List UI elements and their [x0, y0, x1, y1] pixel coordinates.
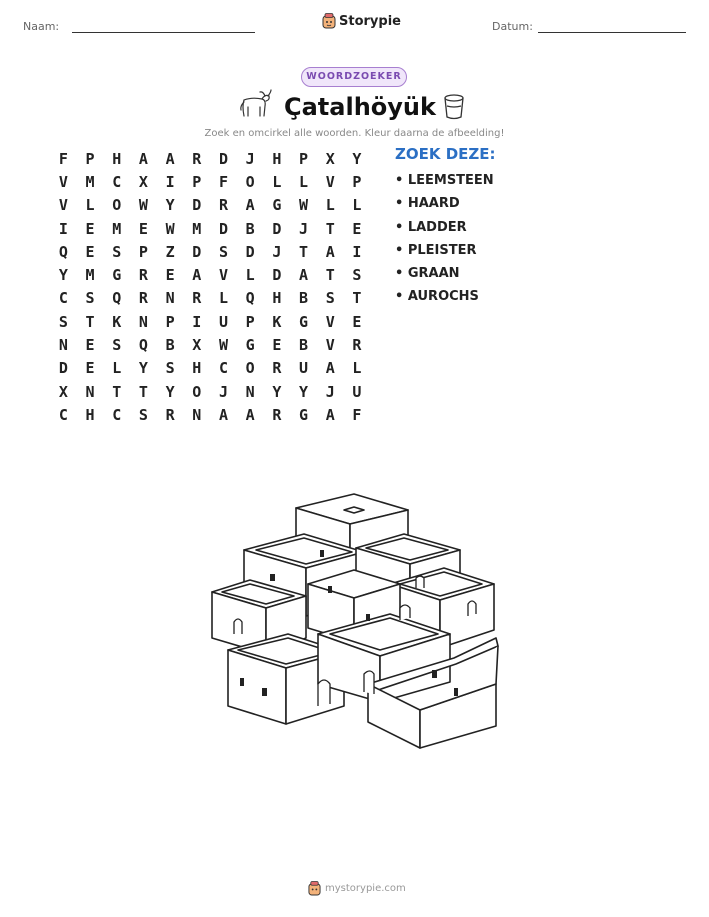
- grid-letter[interactable]: Y: [272, 382, 282, 401]
- grid-letter[interactable]: J: [299, 219, 309, 238]
- grid-row: [50, 217, 370, 240]
- grid-letter[interactable]: D: [245, 242, 255, 261]
- grid-letter[interactable]: Q: [138, 336, 148, 355]
- grid-letter[interactable]: L: [272, 172, 282, 191]
- grid-letter[interactable]: V: [325, 336, 335, 355]
- brand-name: Storypie: [339, 13, 401, 29]
- grid-letter[interactable]: L: [325, 196, 335, 215]
- word-list-item: • HAARD: [395, 196, 460, 212]
- word-search-grid: [50, 147, 370, 427]
- grid-letter[interactable]: L: [352, 196, 362, 215]
- grid-letter[interactable]: N: [58, 336, 68, 355]
- brand: [322, 13, 401, 29]
- grid-letter[interactable]: H: [85, 405, 95, 424]
- grid-letter[interactable]: I: [352, 242, 362, 261]
- grid-letter[interactable]: R: [272, 359, 282, 378]
- word-list-item: • PLEISTER: [395, 242, 477, 258]
- word-list-item: • GRAAN: [395, 266, 460, 282]
- grid-letter[interactable]: K: [112, 312, 122, 331]
- grid-letter[interactable]: O: [245, 359, 255, 378]
- grid-letter[interactable]: N: [245, 382, 255, 401]
- grid-letter[interactable]: R: [218, 196, 228, 215]
- grid-letter[interactable]: R: [165, 405, 175, 424]
- grid-letter[interactable]: L: [352, 359, 362, 378]
- grid-letter[interactable]: B: [165, 336, 175, 355]
- grid-letter[interactable]: R: [352, 336, 362, 355]
- footer-url[interactable]: mystorypie.com: [325, 883, 406, 894]
- grid-letter[interactable]: X: [138, 172, 148, 191]
- grid-letter[interactable]: L: [112, 359, 122, 378]
- grid-letter[interactable]: Y: [352, 149, 362, 168]
- grid-letter[interactable]: P: [352, 172, 362, 191]
- grid-row: [50, 333, 370, 356]
- grid-letter[interactable]: P: [165, 312, 175, 331]
- grid-letter[interactable]: M: [112, 219, 122, 238]
- grid-letter[interactable]: H: [192, 359, 202, 378]
- grid-letter[interactable]: A: [192, 266, 202, 285]
- grid-letter[interactable]: P: [192, 172, 202, 191]
- grid-letter[interactable]: X: [58, 382, 68, 401]
- grid-letter[interactable]: F: [352, 405, 362, 424]
- date-label: Datum:: [492, 20, 533, 33]
- grid-letter[interactable]: W: [218, 336, 228, 355]
- grid-letter[interactable]: P: [299, 149, 309, 168]
- grid-letter[interactable]: R: [272, 405, 282, 424]
- grid-letter[interactable]: S: [85, 289, 95, 308]
- name-line[interactable]: [72, 32, 255, 33]
- grid-letter[interactable]: V: [218, 266, 228, 285]
- grid-letter[interactable]: J: [325, 382, 335, 401]
- grid-letter[interactable]: T: [85, 312, 95, 331]
- grid-letter[interactable]: Y: [165, 196, 175, 215]
- grid-letter[interactable]: C: [218, 359, 228, 378]
- grid-letter[interactable]: G: [299, 312, 309, 331]
- clay-pot-icon: [441, 93, 467, 121]
- grid-letter[interactable]: N: [138, 312, 148, 331]
- grid-letter[interactable]: S: [58, 312, 68, 331]
- grid-letter[interactable]: G: [299, 405, 309, 424]
- aurochs-icon: [238, 88, 272, 120]
- grid-letter[interactable]: I: [165, 172, 175, 191]
- storypie-logo-icon: [322, 13, 336, 29]
- grid-letter[interactable]: A: [299, 266, 309, 285]
- grid-letter[interactable]: I: [58, 219, 68, 238]
- grid-letter[interactable]: X: [192, 336, 202, 355]
- grid-letter[interactable]: E: [85, 359, 95, 378]
- grid-letter[interactable]: R: [138, 266, 148, 285]
- grid-letter[interactable]: G: [272, 196, 282, 215]
- grid-letter[interactable]: F: [218, 172, 228, 191]
- grid-letter[interactable]: L: [245, 266, 255, 285]
- grid-letter[interactable]: E: [352, 312, 362, 331]
- grid-letter[interactable]: A: [138, 149, 148, 168]
- grid-letter[interactable]: C: [112, 172, 122, 191]
- grid-letter[interactable]: D: [272, 266, 282, 285]
- grid-letter[interactable]: U: [218, 312, 228, 331]
- instructions: Zoek en omcirkel alle woorden. Kleur daarna de afbeelding!: [204, 128, 505, 139]
- grid-letter[interactable]: P: [138, 242, 148, 261]
- grid-row: [50, 147, 370, 170]
- grid-row: [50, 357, 370, 380]
- grid-letter[interactable]: M: [192, 219, 202, 238]
- grid-letter[interactable]: A: [325, 405, 335, 424]
- grid-letter[interactable]: S: [165, 359, 175, 378]
- name-label: Naam:: [23, 20, 60, 33]
- grid-row: [50, 194, 370, 217]
- grid-letter[interactable]: S: [112, 242, 122, 261]
- grid-letter[interactable]: F: [58, 149, 68, 168]
- grid-letter[interactable]: C: [112, 405, 122, 424]
- grid-letter[interactable]: J: [272, 242, 282, 261]
- grid-letter[interactable]: S: [112, 336, 122, 355]
- grid-letter[interactable]: B: [299, 289, 309, 308]
- grid-letter[interactable]: Q: [245, 289, 255, 308]
- grid-letter[interactable]: Y: [58, 266, 68, 285]
- grid-letter[interactable]: H: [272, 149, 282, 168]
- word-list-item: • AUROCHS: [395, 289, 479, 305]
- grid-letter[interactable]: X: [325, 149, 335, 168]
- grid-letter[interactable]: T: [299, 242, 309, 261]
- grid-letter[interactable]: O: [112, 196, 122, 215]
- grid-letter[interactable]: I: [192, 312, 202, 331]
- grid-letter[interactable]: W: [165, 219, 175, 238]
- grid-letter[interactable]: T: [138, 382, 148, 401]
- grid-letter[interactable]: B: [245, 219, 255, 238]
- grid-letter[interactable]: Y: [299, 382, 309, 401]
- grid-letter[interactable]: U: [352, 382, 362, 401]
- worksheet-type-badge: WOORDZOEKER: [301, 67, 407, 87]
- grid-letter[interactable]: Q: [58, 242, 68, 261]
- grid-letter[interactable]: E: [352, 219, 362, 238]
- grid-letter[interactable]: A: [218, 405, 228, 424]
- word-list-item: • LEEMSTEEN: [395, 173, 494, 188]
- grid-letter[interactable]: M: [85, 266, 95, 285]
- grid-letter[interactable]: S: [218, 242, 228, 261]
- grid-letter[interactable]: V: [325, 172, 335, 191]
- mud-brick-houses-icon: [204, 488, 514, 752]
- grid-letter[interactable]: A: [325, 242, 335, 261]
- grid-letter[interactable]: S: [138, 405, 148, 424]
- grid-letter[interactable]: O: [192, 382, 202, 401]
- grid-letter[interactable]: E: [138, 219, 148, 238]
- word-list-item: • LADDER: [395, 219, 467, 235]
- grid-letter[interactable]: C: [58, 405, 68, 424]
- grid-letter[interactable]: L: [299, 172, 309, 191]
- word-list: [395, 171, 494, 311]
- grid-letter[interactable]: N: [85, 382, 95, 401]
- grid-letter[interactable]: V: [58, 196, 68, 215]
- grid-letter[interactable]: A: [245, 196, 255, 215]
- page-title: Çatalhöyük: [284, 93, 436, 121]
- grid-row: [50, 170, 370, 193]
- grid-letter[interactable]: Z: [165, 242, 175, 261]
- grid-letter[interactable]: P: [245, 312, 255, 331]
- grid-letter[interactable]: R: [192, 149, 202, 168]
- grid-letter[interactable]: E: [272, 336, 282, 355]
- grid-row: [50, 403, 370, 426]
- grid-letter[interactable]: H: [112, 149, 122, 168]
- grid-letter[interactable]: J: [245, 149, 255, 168]
- grid-letter[interactable]: R: [138, 289, 148, 308]
- grid-letter[interactable]: M: [85, 172, 95, 191]
- grid-letter[interactable]: H: [272, 289, 282, 308]
- grid-letter[interactable]: R: [192, 289, 202, 308]
- grid-letter[interactable]: E: [165, 266, 175, 285]
- storypie-footer-logo-icon: [308, 881, 321, 896]
- grid-letter[interactable]: Y: [138, 359, 148, 378]
- grid-row: [50, 380, 370, 403]
- grid-letter[interactable]: D: [218, 149, 228, 168]
- footer: [308, 881, 406, 896]
- grid-row: [50, 310, 370, 333]
- grid-letter[interactable]: L: [218, 289, 228, 308]
- grid-letter[interactable]: T: [325, 266, 335, 285]
- grid-letter[interactable]: V: [58, 172, 68, 191]
- grid-letter[interactable]: D: [58, 359, 68, 378]
- grid-letter[interactable]: A: [165, 149, 175, 168]
- grid-letter[interactable]: P: [85, 149, 95, 168]
- grid-letter[interactable]: J: [218, 382, 228, 401]
- grid-letter[interactable]: C: [58, 289, 68, 308]
- grid-letter[interactable]: S: [352, 266, 362, 285]
- grid-letter[interactable]: B: [299, 336, 309, 355]
- grid-letter[interactable]: D: [192, 196, 202, 215]
- grid-letter[interactable]: D: [192, 242, 202, 261]
- grid-row: [50, 240, 370, 263]
- grid-letter[interactable]: S: [325, 289, 335, 308]
- grid-letter[interactable]: E: [85, 336, 95, 355]
- grid-letter[interactable]: D: [218, 219, 228, 238]
- grid-letter[interactable]: U: [299, 359, 309, 378]
- grid-letter[interactable]: T: [112, 382, 122, 401]
- grid-letter[interactable]: G: [245, 336, 255, 355]
- grid-letter[interactable]: D: [272, 219, 282, 238]
- grid-letter[interactable]: W: [299, 196, 309, 215]
- grid-letter[interactable]: K: [272, 312, 282, 331]
- grid-letter[interactable]: E: [85, 219, 95, 238]
- grid-letter[interactable]: O: [245, 172, 255, 191]
- grid-letter[interactable]: W: [138, 196, 148, 215]
- grid-letter[interactable]: L: [85, 196, 95, 215]
- grid-letter[interactable]: N: [165, 289, 175, 308]
- grid-row: [50, 263, 370, 286]
- grid-letter[interactable]: E: [85, 242, 95, 261]
- grid-letter[interactable]: T: [352, 289, 362, 308]
- grid-letter[interactable]: G: [112, 266, 122, 285]
- word-list-title: ZOEK DEZE:: [395, 145, 496, 163]
- grid-letter[interactable]: V: [325, 312, 335, 331]
- grid-row: [50, 287, 370, 310]
- grid-letter[interactable]: A: [325, 359, 335, 378]
- grid-letter[interactable]: T: [325, 219, 335, 238]
- grid-letter[interactable]: A: [245, 405, 255, 424]
- grid-letter[interactable]: Y: [165, 382, 175, 401]
- date-line[interactable]: [538, 32, 686, 33]
- grid-letter[interactable]: N: [192, 405, 202, 424]
- grid-letter[interactable]: Q: [112, 289, 122, 308]
